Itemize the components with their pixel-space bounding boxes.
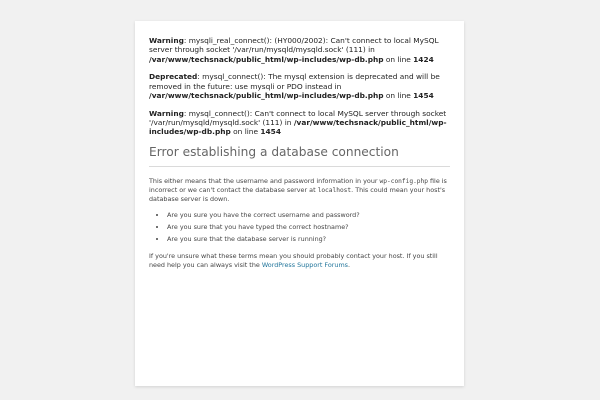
warning-label: Warning bbox=[149, 108, 184, 118]
error-title: Error establishing a database connection bbox=[149, 145, 450, 167]
warning-on-line: on line bbox=[383, 90, 414, 100]
warning-line-number: 1424 bbox=[413, 54, 434, 64]
list-item: • Are you sure that the database server is running? bbox=[167, 235, 450, 244]
warning-label: Deprecated bbox=[149, 72, 198, 82]
warning-line-number: 1454 bbox=[413, 90, 434, 100]
warning-on-line: on line bbox=[383, 54, 414, 64]
warning-path: /var/www/techsnack/public_html/wp-includes/wp-db.php bbox=[149, 90, 384, 100]
warning-label: Warning bbox=[149, 36, 184, 45]
php-warning bbox=[149, 36, 450, 64]
support-forums-link[interactable]: WordPress Support Forums bbox=[261, 260, 349, 269]
description-text: This either means that the username and password information in your bbox=[149, 177, 380, 186]
help-text-end: . bbox=[348, 260, 351, 269]
description-text: file is incorrect or we can't contact the database server at bbox=[149, 177, 447, 195]
warning-text: : mysql_connect(): The mysql extension is deprecated and will be removed in the future: use mysqli or PDO instead in bbox=[149, 72, 440, 91]
warning-path: /var/www/techsnack/public_html/wp-includes/wp-db.php bbox=[149, 118, 447, 137]
warning-path: /var/www/techsnack/public_html/wp-includes/wp-db.php bbox=[149, 54, 384, 64]
help-text-body: If you're unsure what these terms mean you should probably contact your host. If you still need help you can always visit the bbox=[149, 251, 438, 269]
list-item: • Are you sure that you have typed the correct hostname? bbox=[167, 223, 450, 232]
php-deprecated-notice bbox=[149, 72, 450, 100]
warning-text: : mysqli_real_connect(): (HY000/2002): Can't connect to local MySQL server through socket '/var/run/mysqld/mysqld.sock' (111) in bbox=[149, 36, 439, 55]
help-text bbox=[149, 252, 450, 270]
database-host: localhost bbox=[317, 187, 352, 195]
warning-line-number: 1454 bbox=[260, 127, 281, 137]
php-warning bbox=[149, 109, 450, 137]
warning-text: : mysql_connect(): Can't connect to local MySQL server through socket '/var/run/mysqld/mysqld.sock' (111) in bbox=[149, 108, 447, 128]
warning-on-line: on line bbox=[230, 127, 261, 137]
config-filename: wp-config.php bbox=[379, 178, 428, 186]
error-description bbox=[149, 177, 450, 204]
error-card bbox=[135, 21, 464, 386]
troubleshooting-list bbox=[149, 211, 450, 243]
description-text: . This could mean your host's database server is down. bbox=[149, 186, 446, 204]
list-item: • Are you sure you have the correct username and password? bbox=[167, 211, 450, 220]
